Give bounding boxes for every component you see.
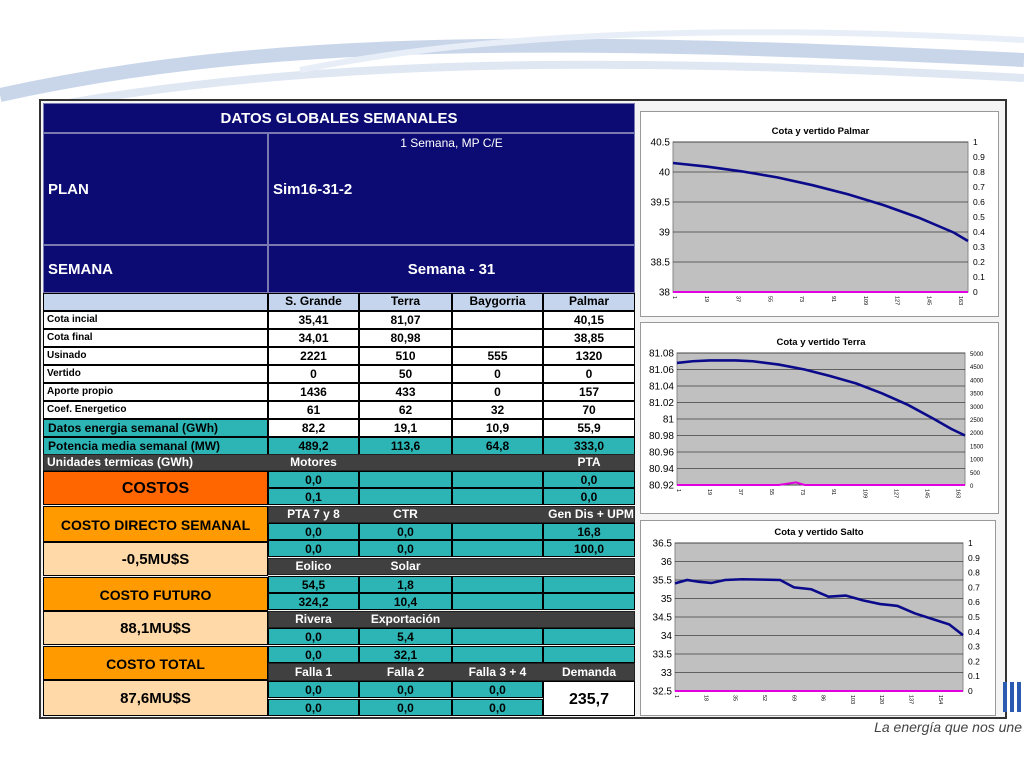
energy-cell: 10,9 [452,419,543,437]
x-tick-label: 127 [892,489,899,499]
x-tick-label: 37 [737,489,744,496]
x-tick-label: 137 [907,695,914,705]
x-tick-label: 154 [936,695,943,705]
row-label: Cota final [43,329,268,347]
y2-tick-label: 0.6 [973,197,985,207]
y2-tick-label: 0.8 [968,567,980,578]
table-cell [452,329,543,347]
costo-directo-label: COSTO DIRECTO SEMANAL [43,506,268,542]
y-tick-label: 34 [660,631,672,642]
table-cell: 555 [452,347,543,365]
x-tick-label: 1 [671,296,677,300]
row-label: Aporte propio [43,383,268,401]
y-tick-label: 80.98 [648,431,674,442]
x-tick-label: 73 [798,296,805,303]
plan-label: PLAN [43,133,268,245]
exchange-header: Rivera [295,612,332,626]
chart-title: Cota y vertido Terra [776,337,866,348]
y-tick-label: 36.5 [652,538,672,550]
costos-title: COSTOS [43,471,268,505]
y-tick-label: 35 [660,594,672,605]
table-cell: 81,07 [359,311,452,329]
renewables-header: Eolico [295,559,332,573]
x-tick-label: 18 [702,695,709,702]
plan-subtitle: 1 Semana, MP C/E [400,136,503,150]
table-cell: 32 [452,401,543,419]
gen-value: 0,0 [268,540,359,557]
row-label: Coef. Energetico [43,401,268,419]
table-cell: 433 [359,383,452,401]
y-tick-label: 81.04 [648,381,674,393]
table-cell: 0 [268,365,359,383]
y2-tick-label: 1500 [970,444,984,451]
exchange-empty-cell [543,646,635,663]
y2-tick-label: 0.3 [973,242,985,252]
row-label: Vertido [43,365,268,383]
sheet-title: DATOS GLOBALES SEMANALES [43,103,635,133]
pta-value: 0,0 [543,471,635,488]
termicas-empty-cell [359,471,452,488]
renewables-empty-cell [452,576,543,593]
y-tick-label: 81 [662,414,674,426]
x-tick-label: 163 [954,489,961,499]
renewables-value: 324,2 [268,593,359,610]
pta-value: 0,0 [543,488,635,505]
y2-tick-label: 0 [968,686,973,696]
renewables-value: 54,5 [268,576,359,593]
table-cell: 1436 [268,383,359,401]
y2-tick-label: 5000 [970,352,984,358]
gen-value: 100,0 [543,540,635,557]
gen-header: CTR [393,507,418,521]
table-cell: 38,85 [543,329,635,347]
x-tick-label: 120 [878,695,885,705]
column-header-blank [43,293,268,311]
x-tick-label: 91 [830,489,837,496]
energy-row-label: Datos energia semanal (GWh) [43,419,268,437]
y-tick-label: 33.5 [652,649,672,661]
plot-area [673,142,968,292]
y2-tick-label: 0.9 [968,552,980,563]
falla-value: 0,0 [359,699,452,716]
gen-value: 0,0 [268,523,359,540]
chart-salto [640,520,996,716]
falla-header: Falla 1 [294,665,333,679]
y-tick-label: 81.08 [648,348,674,360]
falla-header: Demanda [561,665,617,679]
renewables-header: Solar [390,559,421,573]
y2-tick-label: 1 [973,137,978,147]
x-tick-label: 37 [734,296,741,303]
power-cell: 333,0 [543,437,635,455]
column-header: S. Grande [268,293,359,311]
logo-stripes [1003,682,1023,712]
chart-title: Cota y vertido Palmar [771,126,870,137]
y-tick-label: 81.02 [648,398,674,409]
table-cell: 62 [359,401,452,419]
footer-slogan: La energía que nos une [874,719,1022,735]
y2-tick-label: 0.8 [973,167,985,177]
energy-cell: 55,9 [543,419,635,437]
renewables-empty-cell [452,593,543,610]
chart-salto-svg [641,521,995,715]
termicas-empty-cell [359,488,452,505]
y2-tick-label: 0.1 [968,671,980,682]
power-row-label: Potencia media semanal (MW) [43,437,268,455]
x-tick-label: 35 [731,695,738,702]
x-tick-label: 103 [848,695,855,705]
x-tick-label: 91 [829,296,836,303]
x-tick-label: 55 [768,489,775,496]
x-tick-label: 86 [819,695,826,702]
y2-tick-label: 4000 [970,378,984,385]
y-tick-label: 80.94 [648,464,674,475]
motores-value: 0,0 [268,471,359,488]
gen-value: 0,0 [359,540,452,557]
motores-label: Motores [290,455,337,469]
gen-empty-cell [452,540,543,557]
exchange-empty-cell [452,646,543,663]
y-tick-label: 38.5 [650,257,670,269]
y2-tick-label: 1 [968,538,973,548]
y2-tick-label: 0.5 [973,212,985,222]
y-tick-label: 34.5 [652,612,672,624]
renewables-empty-cell [543,576,635,593]
costo-futuro-label: COSTO FUTURO [43,577,268,611]
y-tick-label: 39 [658,227,670,239]
x-tick-label: 52 [760,695,767,702]
gen-value: 0,0 [359,523,452,540]
y2-tick-label: 0.5 [968,612,980,622]
exchange-header: Exportación [370,612,441,626]
row-label: Cota incial [43,311,268,329]
y-tick-label: 40.5 [650,137,670,149]
power-cell: 113,6 [359,437,452,455]
x-tick-label: 163 [957,296,964,306]
x-tick-label: 1 [675,489,681,493]
chart-palmar [640,111,999,317]
y2-tick-label: 3000 [970,404,984,411]
x-tick-label: 19 [702,296,709,303]
costo-futuro-value: 88,1MU$S [43,611,268,645]
y-tick-label: 38 [658,287,670,299]
table-cell: 80,98 [359,329,452,347]
y-tick-label: 36 [660,557,672,568]
x-tick-label: 19 [706,489,713,496]
gen-header: PTA 7 y 8 [287,507,340,521]
x-tick-label: 73 [799,489,806,496]
row-label: Usinado [43,347,268,365]
table-cell: 0 [452,383,543,401]
table-cell: 157 [543,383,635,401]
y2-tick-label: 1000 [970,457,984,464]
falla-header: Falla 2 [386,665,425,679]
y2-tick-label: 0 [970,484,974,490]
power-cell: 64,8 [452,437,543,455]
y2-tick-label: 0.4 [973,227,985,237]
y2-tick-label: 3500 [970,391,984,398]
costo-total-label: COSTO TOTAL [43,646,268,680]
gen-value: 16,8 [543,523,635,540]
column-header: Baygorria [452,293,543,311]
y2-tick-label: 0.7 [973,182,985,192]
y2-tick-label: 0.7 [968,582,980,593]
y2-tick-label: 0.2 [973,257,985,267]
exchange-empty-cell [543,628,635,645]
y2-tick-label: 2500 [970,418,984,424]
exchange-value: 0,0 [268,628,359,645]
x-tick-label: 55 [766,296,773,303]
termicas-label: Unidades termicas (GWh) [47,455,194,469]
x-tick-label: 1 [673,695,679,699]
semana-value: Semana - 31 [268,245,635,293]
table-cell: 2221 [268,347,359,365]
termicas-empty-cell [452,471,543,488]
y2-tick-label: 2000 [970,431,984,438]
costo-total-value: 87,6MU$S [43,680,268,716]
gen-empty-cell [452,523,543,540]
x-tick-label: 145 [923,489,930,499]
renewables-empty-cell [543,593,635,610]
y2-tick-label: 0 [973,287,978,297]
plan-value: Sim16-31-2 [268,133,635,245]
falla-value: 0,0 [268,699,359,716]
y-tick-label: 80.92 [648,480,674,492]
y2-tick-label: 0.1 [973,272,985,282]
y-tick-label: 39.5 [650,197,670,209]
x-tick-label: 127 [893,296,900,306]
termicas-empty-cell [452,488,543,505]
chart-title: Cota y vertido Salto [774,527,864,538]
power-cell: 489,2 [268,437,359,455]
renewables-value: 10,4 [359,593,452,610]
energy-cell: 19,1 [359,419,452,437]
table-cell: 0 [543,365,635,383]
falla-value: 0,0 [452,681,543,698]
y2-tick-label: 0.3 [968,641,980,652]
chart-terra [640,322,999,514]
column-header: Palmar [543,293,635,311]
table-cell: 35,41 [268,311,359,329]
x-tick-label: 109 [861,296,868,306]
y-tick-label: 81.06 [648,365,674,376]
table-cell: 34,01 [268,329,359,347]
y-tick-label: 35.5 [652,575,672,587]
y2-tick-label: 0.9 [973,152,985,162]
falla-value: 0,0 [268,681,359,698]
exchange-empty-cell [452,628,543,645]
gen-header: Gen Dis + UPM [548,507,634,521]
table-cell [452,311,543,329]
table-cell: 1320 [543,347,635,365]
table-cell: 70 [543,401,635,419]
energy-cell: 82,2 [268,419,359,437]
chart-terra-svg [641,323,998,513]
exchange-value: 0,0 [268,646,359,663]
y2-tick-label: 500 [970,470,981,477]
y-tick-label: 33 [660,668,672,679]
x-tick-label: 69 [790,695,797,702]
y2-tick-label: 0.2 [968,656,980,667]
demanda-value: 235,7 [543,681,635,716]
table-cell: 510 [359,347,452,365]
renewables-value: 1,8 [359,576,452,593]
column-header: Terra [359,293,452,311]
table-cell: 61 [268,401,359,419]
exchange-value: 5,4 [359,628,452,645]
x-tick-label: 109 [861,489,868,499]
y-tick-label: 40 [658,167,670,179]
table-cell: 0 [452,365,543,383]
table-cell: 40,15 [543,311,635,329]
y2-tick-label: 0.4 [968,626,980,637]
semana-label: SEMANA [43,245,268,293]
x-tick-label: 145 [925,296,932,306]
falla-header: Falla 3 + 4 [468,665,527,679]
y-tick-label: 80.96 [648,447,674,459]
exchange-value: 32,1 [359,646,452,663]
y2-tick-label: 4500 [970,365,984,372]
falla-value: 0,0 [452,699,543,716]
chart-palmar-svg [641,112,998,316]
y2-tick-label: 0.6 [968,597,980,608]
y-tick-label: 32.5 [652,686,672,698]
table-cell: 50 [359,365,452,383]
motores-value: 0,1 [268,488,359,505]
costo-directo-value: -0,5MU$S [43,542,268,576]
pta-label: PTA [577,455,601,469]
falla-value: 0,0 [359,681,452,698]
